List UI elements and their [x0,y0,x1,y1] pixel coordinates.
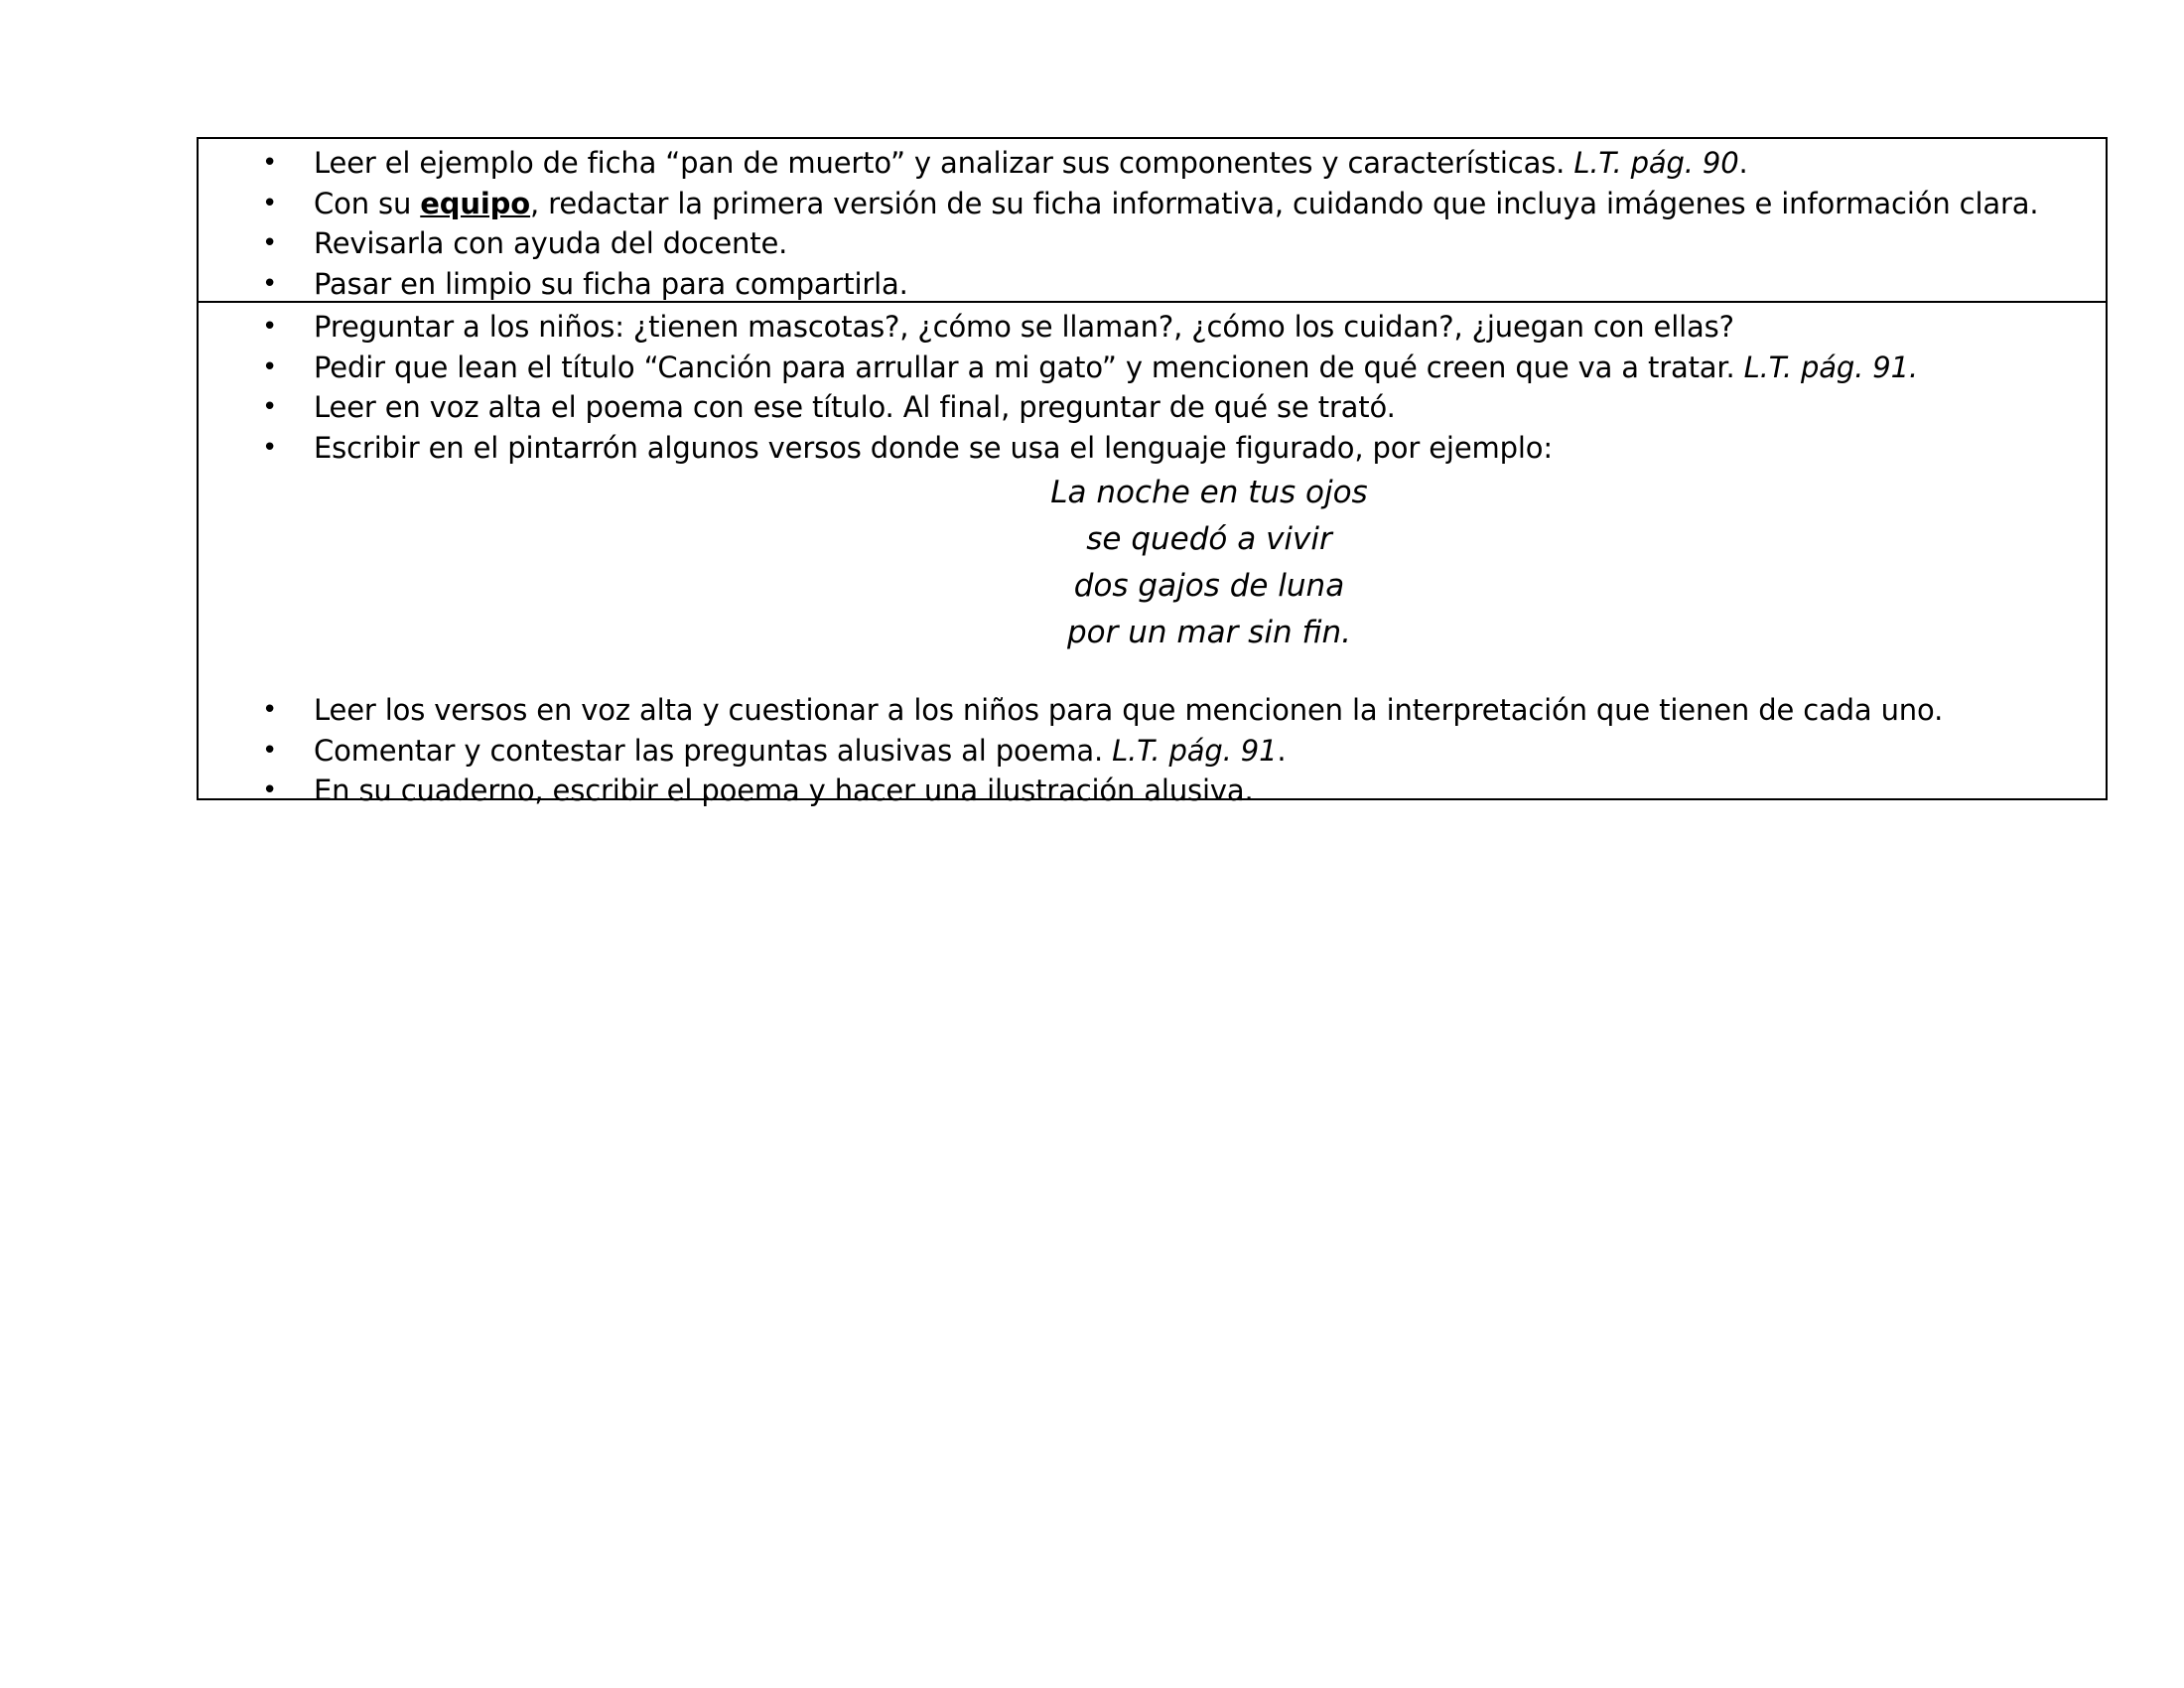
poem-verses [199,470,2106,656]
item-text: Con su [314,186,421,220]
poem-line: se quedó a vivir [1086,521,1332,557]
table-row [199,139,2106,301]
item-text: En su cuaderno, escribir el poema y hacer una ilustración alusiva. [314,774,1254,807]
textbook-reference: L.T. pág. 90 [1573,146,1739,180]
list-item [199,731,2106,772]
list-item [199,184,2106,224]
list-item [199,428,2106,469]
item-end: . [1738,146,1748,180]
list-item [199,771,2106,811]
poem-line: por un mar sin fin. [1067,615,1351,650]
list-item [199,143,2106,184]
table-row [199,301,2106,807]
item-end: . [1277,733,1287,768]
list-item [199,223,2106,264]
textbook-reference: L.T. pág. 91. [1743,350,1918,384]
list-item [199,264,2106,305]
item-text: Leer los versos en voz alta y cuestionar a los niños para que mencionen la interpretación que tienen de cada uno. [314,693,1944,727]
item-text: Revisarla con ayuda del docente. [314,226,788,260]
item-text: Leer el ejemplo de ficha “pan de muerto” y analizar sus componentes y características. [314,146,1574,180]
list-item [199,690,2106,731]
emphasized-word: equipo [420,186,531,220]
item-text: Preguntar a los niños: ¿tienen mascotas?, ¿cómo se llaman?, ¿cómo los cuidan?, ¿juegan con ellas? [314,310,1734,344]
item-text: Comentar y contestar las preguntas alusivas al poema. [314,733,1113,768]
list-item [199,307,2106,348]
poem-line: La noche en tus ojos [1050,475,1368,510]
item-text: Pedir que lean el título “Canción para arrullar a mi gato” y mencionen de qué creen que va a tratar. [314,350,1744,384]
bullet-list [199,690,2106,811]
activities-table [197,137,2108,807]
poem-line: dos gajos de luna [1073,568,1345,604]
bullet-list [199,307,2106,468]
item-text: Leer en voz alta el poema con ese título. Al final, preguntar de qué se trató. [314,390,1396,424]
textbook-reference: L.T. pág. 91 [1112,733,1278,768]
item-text: Pasar en limpio su ficha para compartirla. [314,266,908,301]
list-item [199,348,2106,388]
bullet-list [199,143,2106,304]
list-item [199,387,2106,428]
item-text: , redactar la primera versión de su ficha informativa, cuidando que incluya imágenes e información clara. [530,186,2039,220]
item-text: Escribir en el pintarrón algunos versos donde se usa el lenguaje figurado, por ejemplo: [314,430,1553,465]
